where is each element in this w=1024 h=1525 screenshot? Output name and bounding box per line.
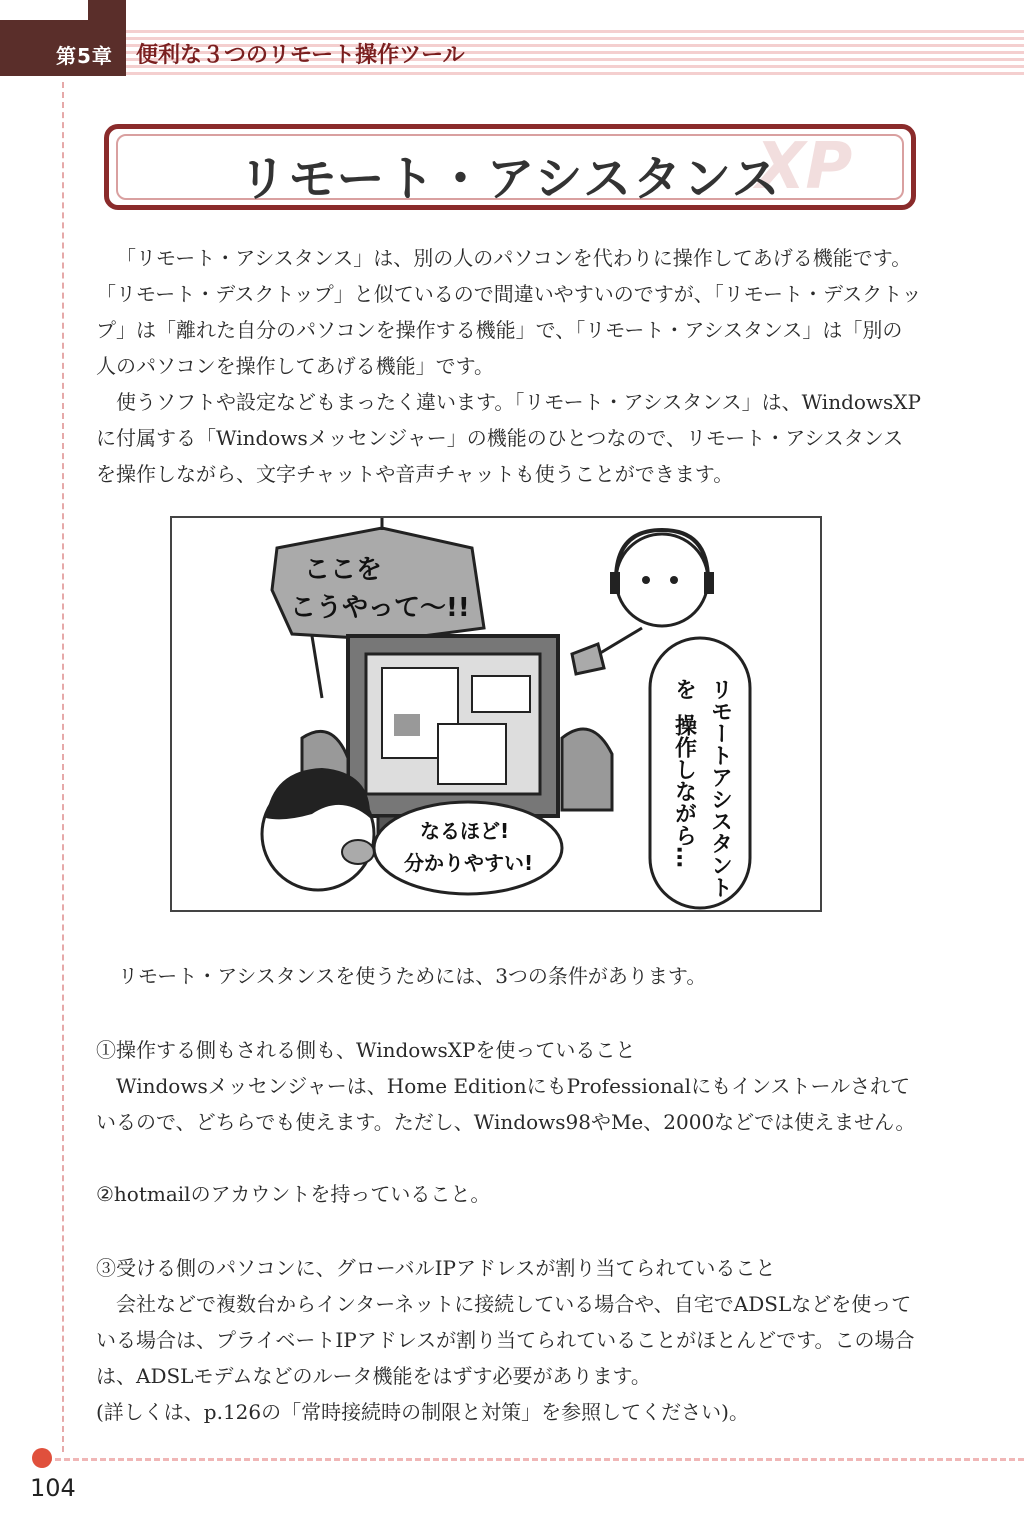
speech-bottom-line1: なるほど!: [420, 819, 510, 843]
page-marker-dot: [32, 1448, 52, 1468]
person: [262, 768, 374, 890]
page-number: 104: [30, 1474, 76, 1502]
condition-3-body: [96, 1286, 922, 1430]
speech-right-line2: を: [671, 678, 697, 700]
chapter-title: 便利な３つのリモート操作ツール: [136, 43, 465, 68]
illustration: [170, 516, 822, 912]
chapter-tab-notch: [0, 0, 88, 20]
bottom-rule: [46, 1458, 1024, 1461]
condition-3-body-text: 会社などで複数台からインターネットに接続している場合や、自宅でADSLなどを使っている場合は、プライベートIPアドレスが割り当てられていることがほとんどです。この場合は、ADSLモデムなどのルータ機能をはずす必要があります。: [96, 1292, 915, 1388]
left-margin-rule: [62, 82, 64, 1452]
speech-right-line1: リモートアシスタント: [707, 678, 733, 898]
condition-1-body: Windowsメッセンジャーは、Home EditionにもProfessionalにもインストールされているので、どちらでも使えます。ただし、Windows98やMe、2000などでは使えません。: [96, 1074, 916, 1134]
speech-bubble-right: [650, 638, 750, 908]
page-title: リモート・アシスタンス: [238, 151, 782, 207]
intro-paragraph-1: 「リモート・アシスタンス」は、別の人のパソコンを代わりに操作してあげる機能です。「リモート・デスクトップ」と似ているので間違いやすいのですが、「リモート・デスクトップ」は「離れた自分のパソコンを操作する機能」で、「リモート・アシスタンス」は「別の人のパソコンを操作してあげる機能」です。: [96, 246, 922, 378]
chapter-number: 第5章: [56, 44, 113, 68]
condition-3-note: (詳しくは、p.126の「常時接続時の制限と対策」を参照してください)。: [96, 1400, 749, 1424]
intro-paragraph-2: 使うソフトや設定などもまったく違います。「リモート・アシスタンス」は、WindowsXPに付属する「Windowsメッセンジャー」の機能のひとつなので、リモート・アシスタンスを操作しながら、文字チャットや音声チャットも使うことができます。: [96, 390, 922, 486]
speech-bottom-line2: 分かりやすい!: [404, 851, 534, 875]
speech-right-line3: 操作しながら…: [671, 714, 697, 868]
speech-top-line2: こうやって～!!: [290, 593, 470, 623]
speech-top-line1: ここを: [304, 555, 383, 585]
illustration-drawing: [172, 518, 824, 914]
conditions-intro: リモート・アシスタンスを使うためには、3つの条件があります。: [118, 964, 707, 988]
speech-bubble-bottom: [374, 802, 562, 894]
xp-watermark: XP: [756, 130, 853, 204]
condition-1-heading: ①操作する側もされる側も、WindowsXPを使っていること: [96, 1038, 636, 1062]
condition-2-heading: ②hotmailのアカウントを持っていること。: [96, 1182, 491, 1206]
condition-3-heading: ③受ける側のパソコンに、グローバルIPアドレスが割り当てられていること: [96, 1256, 776, 1280]
